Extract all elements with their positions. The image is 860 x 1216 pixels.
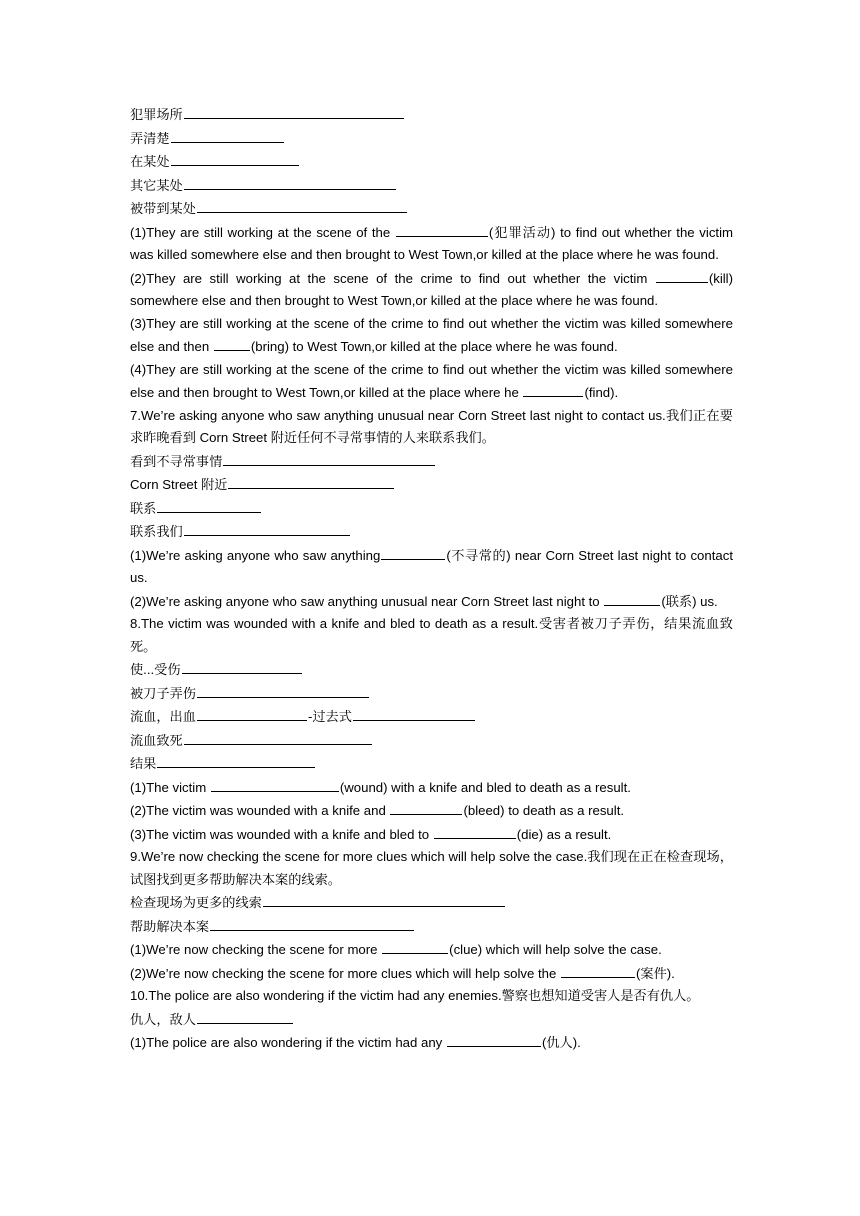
text-run: (案件). <box>636 965 675 981</box>
text-run: 流血，出血 <box>130 709 196 724</box>
fill-in-blank[interactable] <box>434 823 516 839</box>
text-run: 结果 <box>130 756 157 771</box>
text-run: 看到不寻常事情 <box>130 453 223 469</box>
text-run: (find). <box>584 385 619 400</box>
fill-in-blank[interactable] <box>523 381 583 397</box>
exercise-paragraph <box>130 221 733 267</box>
vocab-line <box>130 103 733 127</box>
fill-in-blank[interactable] <box>157 752 315 768</box>
exercise-paragraph <box>130 985 733 1008</box>
vocab-line <box>130 1008 733 1032</box>
text-run: 其它某处 <box>130 177 183 193</box>
vocab-line <box>130 799 733 823</box>
text-run: 7.We’re asking anyone who saw anything unusual near Corn Street last night to contact us.我们正在要求昨晚看到 Corn Street 附近任何不寻常事情的人来联系我们。 <box>130 407 733 445</box>
fill-in-blank[interactable] <box>182 658 302 674</box>
worksheet-body <box>130 103 733 1055</box>
fill-in-blank[interactable] <box>656 267 708 283</box>
text-run: (bleed) to death as a result. <box>463 803 625 818</box>
text-run: (1)The victim <box>130 779 210 795</box>
text-run: 犯罪场所 <box>130 107 183 122</box>
text-run: (1)They are still working at the scene of the <box>130 224 395 240</box>
exercise-paragraph <box>130 544 733 590</box>
fill-in-blank[interactable] <box>157 497 261 513</box>
fill-in-blank[interactable] <box>184 729 372 745</box>
exercise-paragraph <box>130 590 733 614</box>
fill-in-blank[interactable] <box>223 450 435 466</box>
text-run: (犯罪活动) to find out whether the victim was killed somewhere else and then brought to West Town,or killed at the place where he was found. <box>130 224 733 262</box>
vocab-line <box>130 823 733 847</box>
text-run: (clue) which will help solve the case. <box>449 942 662 957</box>
text-run: 流血致死 <box>130 732 183 748</box>
text-run: 在某处 <box>130 154 170 169</box>
vocab-line <box>130 962 733 986</box>
text-run: (die) as a result. <box>516 826 612 842</box>
text-run: (2)They are still working at the scene of the crime to find out whether the victim <box>130 270 655 286</box>
fill-in-blank[interactable] <box>197 705 307 721</box>
fill-in-blank[interactable] <box>171 127 284 143</box>
text-run: 帮助解决本案 <box>130 918 210 934</box>
text-run: 仇人，敌人 <box>130 1011 196 1027</box>
exercise-paragraph <box>130 405 733 450</box>
fill-in-blank[interactable] <box>210 915 414 931</box>
text-run: (1)The police are also wondering if the victim had any <box>130 1035 446 1050</box>
fill-in-blank[interactable] <box>184 520 350 536</box>
text-run: 10.The police are also wondering if the victim had any enemies.警察也想知道受害人是否有仇人。 <box>130 988 700 1003</box>
text-run: 弄清楚 <box>130 130 170 146</box>
text-run: 联系我们 <box>130 524 183 539</box>
fill-in-blank[interactable] <box>263 891 505 907</box>
exercise-paragraph <box>130 359 733 405</box>
fill-in-blank[interactable] <box>197 197 407 213</box>
text-run: (不寻常的) near Corn Street last night to contact us. <box>130 547 733 585</box>
vocab-line <box>130 729 733 753</box>
fill-in-blank[interactable] <box>214 335 250 351</box>
vocab-line <box>130 776 733 800</box>
exercise-paragraph <box>130 846 733 891</box>
text-run: (3)The victim was wounded with a knife and bled to <box>130 826 433 842</box>
vocab-line <box>130 705 733 729</box>
text-run: 8.The victim was wounded with a knife and bled to death as a result.受害者被刀子弄伤，结果流血致死。 <box>130 616 733 654</box>
fill-in-blank[interactable] <box>171 150 299 166</box>
exercise-paragraph <box>130 613 733 658</box>
text-run: 联系 <box>130 500 157 516</box>
exercise-paragraph <box>130 267 733 313</box>
text-run: (4)They are still working at the scene of the crime to find out whether the victim was killed somewhere else and then brought to West Town,or killed at the place where he <box>130 361 733 400</box>
vocab-line <box>130 658 733 682</box>
vocab-line <box>130 127 733 151</box>
fill-in-blank[interactable] <box>184 174 396 190</box>
text-run: -过去式 <box>307 709 352 724</box>
fill-in-blank[interactable] <box>211 776 339 792</box>
vocab-line <box>130 473 733 497</box>
vocab-line <box>130 520 733 544</box>
text-run: 被带到某处 <box>130 201 196 216</box>
text-run: 使...受伤 <box>130 662 181 677</box>
vocab-line <box>130 450 733 474</box>
text-run: (wound) with a knife and bled to death as a result. <box>339 779 631 795</box>
vocab-line <box>130 1031 733 1055</box>
text-run: (1)We’re asking anyone who saw anything <box>130 547 381 563</box>
text-run: (kill) somewhere else and then brought to West Town,or killed at the place where he was found. <box>130 270 733 308</box>
vocab-line <box>130 915 733 939</box>
fill-in-blank[interactable] <box>197 682 369 698</box>
vocab-line <box>130 197 733 221</box>
vocab-line <box>130 682 733 706</box>
vocab-line <box>130 938 733 962</box>
fill-in-blank[interactable] <box>561 962 635 978</box>
text-run: (2)We’re asking anyone who saw anything unusual near Corn Street last night to <box>130 593 604 609</box>
text-run: (2)We’re now checking the scene for more clues which will help solve the <box>130 965 561 981</box>
exercise-paragraph <box>130 313 733 359</box>
fill-in-blank[interactable] <box>353 705 475 721</box>
text-run: Corn Street 附近 <box>130 477 228 492</box>
fill-in-blank[interactable] <box>184 103 404 119</box>
fill-in-blank[interactable] <box>390 799 462 815</box>
text-run: 9.We’re now checking the scene for more clues which will help solve the case.我们现在正在检查现场，试图找到更多帮助解决本案的线索。 <box>130 849 733 887</box>
fill-in-blank[interactable] <box>381 544 445 560</box>
text-run: (bring) to West Town,or killed at the place where he was found. <box>250 339 618 354</box>
fill-in-blank[interactable] <box>382 938 448 954</box>
vocab-line <box>130 497 733 521</box>
vocab-line <box>130 752 733 776</box>
text-run: (2)The victim was wounded with a knife and <box>130 803 390 818</box>
text-run: (仇人). <box>541 1035 581 1050</box>
fill-in-blank[interactable] <box>447 1031 541 1047</box>
vocab-line <box>130 150 733 174</box>
fill-in-blank[interactable] <box>396 221 488 237</box>
fill-in-blank[interactable] <box>197 1008 293 1024</box>
text-run: 被刀子弄伤 <box>130 685 196 701</box>
fill-in-blank[interactable] <box>228 473 394 489</box>
vocab-line <box>130 891 733 915</box>
text-run: (联系) us. <box>661 593 718 609</box>
text-run: (1)We’re now checking the scene for more <box>130 942 382 957</box>
text-run: (3)They are still working at the scene of the crime to find out whether the victim was killed somewhere else and then <box>130 315 733 354</box>
text-run: 检查现场为更多的线索 <box>130 895 262 910</box>
fill-in-blank[interactable] <box>604 590 660 606</box>
vocab-line <box>130 174 733 198</box>
